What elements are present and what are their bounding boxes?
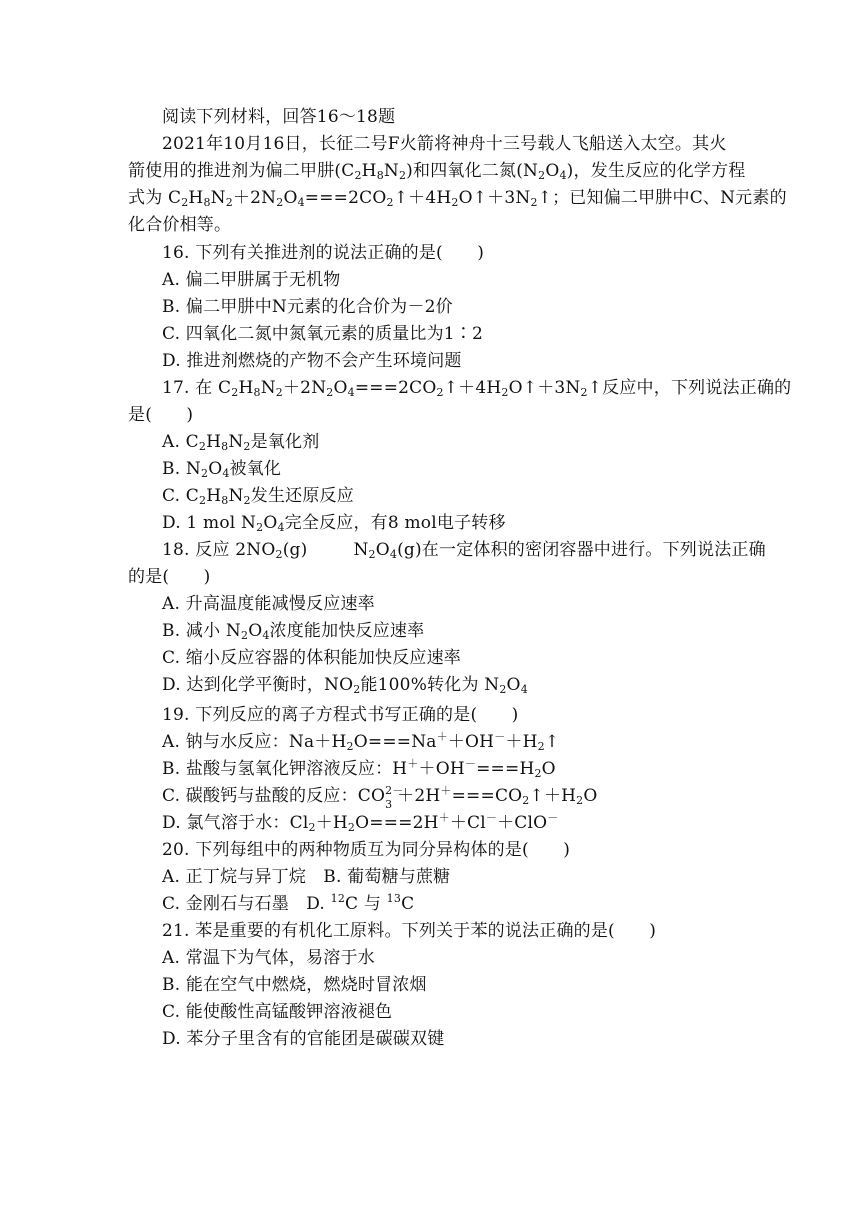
q19-option-d: D. 氯气溶于水：$Cl_2+H_2O===2H^++Cl^-+ClO^-$: [162, 811, 559, 834]
q17-option-c: C. $C_2H_8N_2$发生还原反应: [162, 486, 354, 507]
q18-stem-line-2: 的是( ): [128, 567, 211, 587]
q16-option-c: C. 四氧化二氮中氮氧元素的质量比为1∶2: [162, 324, 484, 344]
q17-option-d: D. 1 mol $N_2O_4$完全反应，有8 mol电子转移: [162, 513, 506, 534]
q21-option-d: D. 苯分子里含有的官能团是碳碳双键: [162, 1029, 445, 1049]
reading-intro: 阅读下列材料，回答16～18题: [162, 107, 396, 127]
q19-option-b: B. 盐酸与氢氧化钾溶液反应：$H^++OH^-===H_2O$: [162, 757, 556, 780]
reversible-arrow-icon: [313, 545, 347, 557]
q20-options-ab: A. 正丁烷与异丁烷 B. 葡萄糖与蔗糖: [162, 867, 451, 887]
q16-stem: 16. 下列有关推进剂的说法正确的是( ): [162, 243, 485, 263]
q17-option-b: B. $N_2O_4$被氧化: [162, 459, 282, 480]
q17-option-a: A. $C_2H_8N_2$是氧化剂: [162, 432, 320, 453]
material-line-1: 2021年10月16日，长征二号F火箭将神舟十三号载人飞船送入太空。其火: [162, 134, 727, 154]
carbonate-charge: 2－ 3: [385, 784, 404, 811]
q16-option-b: B. 偏二甲肼中N元素的化合价为－2价: [162, 297, 453, 317]
q18-option-c: C. 缩小反应容器的体积能加快反应速率: [162, 648, 462, 668]
q21-option-b: B. 能在空气中燃烧，燃烧时冒浓烟: [162, 975, 427, 995]
q16-option-a: A. 偏二甲肼属于无机物: [162, 270, 341, 290]
q21-stem: 21. 苯是重要的有机化工原料。下列关于苯的说法正确的是( ): [162, 921, 657, 941]
material-line-4: 化合价相等。: [128, 215, 232, 235]
q16-option-d: D. 推进剂燃烧的产物不会产生环境问题: [162, 351, 462, 371]
q18-option-a: A. 升高温度能减慢反应速率: [162, 594, 375, 614]
material-line-2: 箭使用的推进剂为偏二甲肼$(C_2H_8N_2)$和四氧化二氮$(N_2O_4)$，发生反应的化学方程: [128, 161, 746, 182]
q20-options-cd: C. 金刚石与石墨 D. $^{12}$C 与 $^{13}$C: [162, 892, 415, 914]
q19-option-a: A. 钠与水反应：$Na+H_2O===Na^++OH^-+H_2↑$: [162, 730, 560, 753]
q20-stem: 20. 下列每组中的两种物质互为同分异构体的是( ): [162, 840, 571, 860]
q19-stem: 19. 下列反应的离子方程式书写正确的是( ): [162, 705, 519, 725]
q18-option-d: D. 达到化学平衡时，$NO_2$能100%转化为 $N_2O_4$: [162, 675, 528, 696]
q18-stem-line-1: 18. 反应 $2NO_2(g)$ $N_2O_4(g)$在一定体积的密闭容器中进行。下列说法正确: [162, 540, 766, 561]
q17-stem-line-2: 是( ): [128, 405, 194, 425]
q21-option-a: A. 常温下为气体，易溶于水: [162, 948, 375, 968]
q19-option-c: C. 碳酸钙与盐酸的反应：CO 2－ 3 $+2H^+===CO_2↑+H_2O$: [162, 784, 598, 811]
q21-option-c: C. 能使酸性高锰酸钾溶液褪色: [162, 1002, 393, 1022]
q17-stem-line-1: 17. 在 $C_2H_8N_2+2N_2O_4===2CO_2↑+4H_2O↑+3N_2↑$反应中，下列说法正确的: [162, 378, 792, 399]
material-line-3-equation: 式为 $C_2H_8N_2+2N_2O_4===2CO_2↑+4H_2O↑+3N_2↑$；已知偏二甲肼中C、N元素的: [128, 188, 787, 209]
q18-option-b: B. 减小 $N_2O_4$浓度能加快反应速率: [162, 621, 425, 642]
